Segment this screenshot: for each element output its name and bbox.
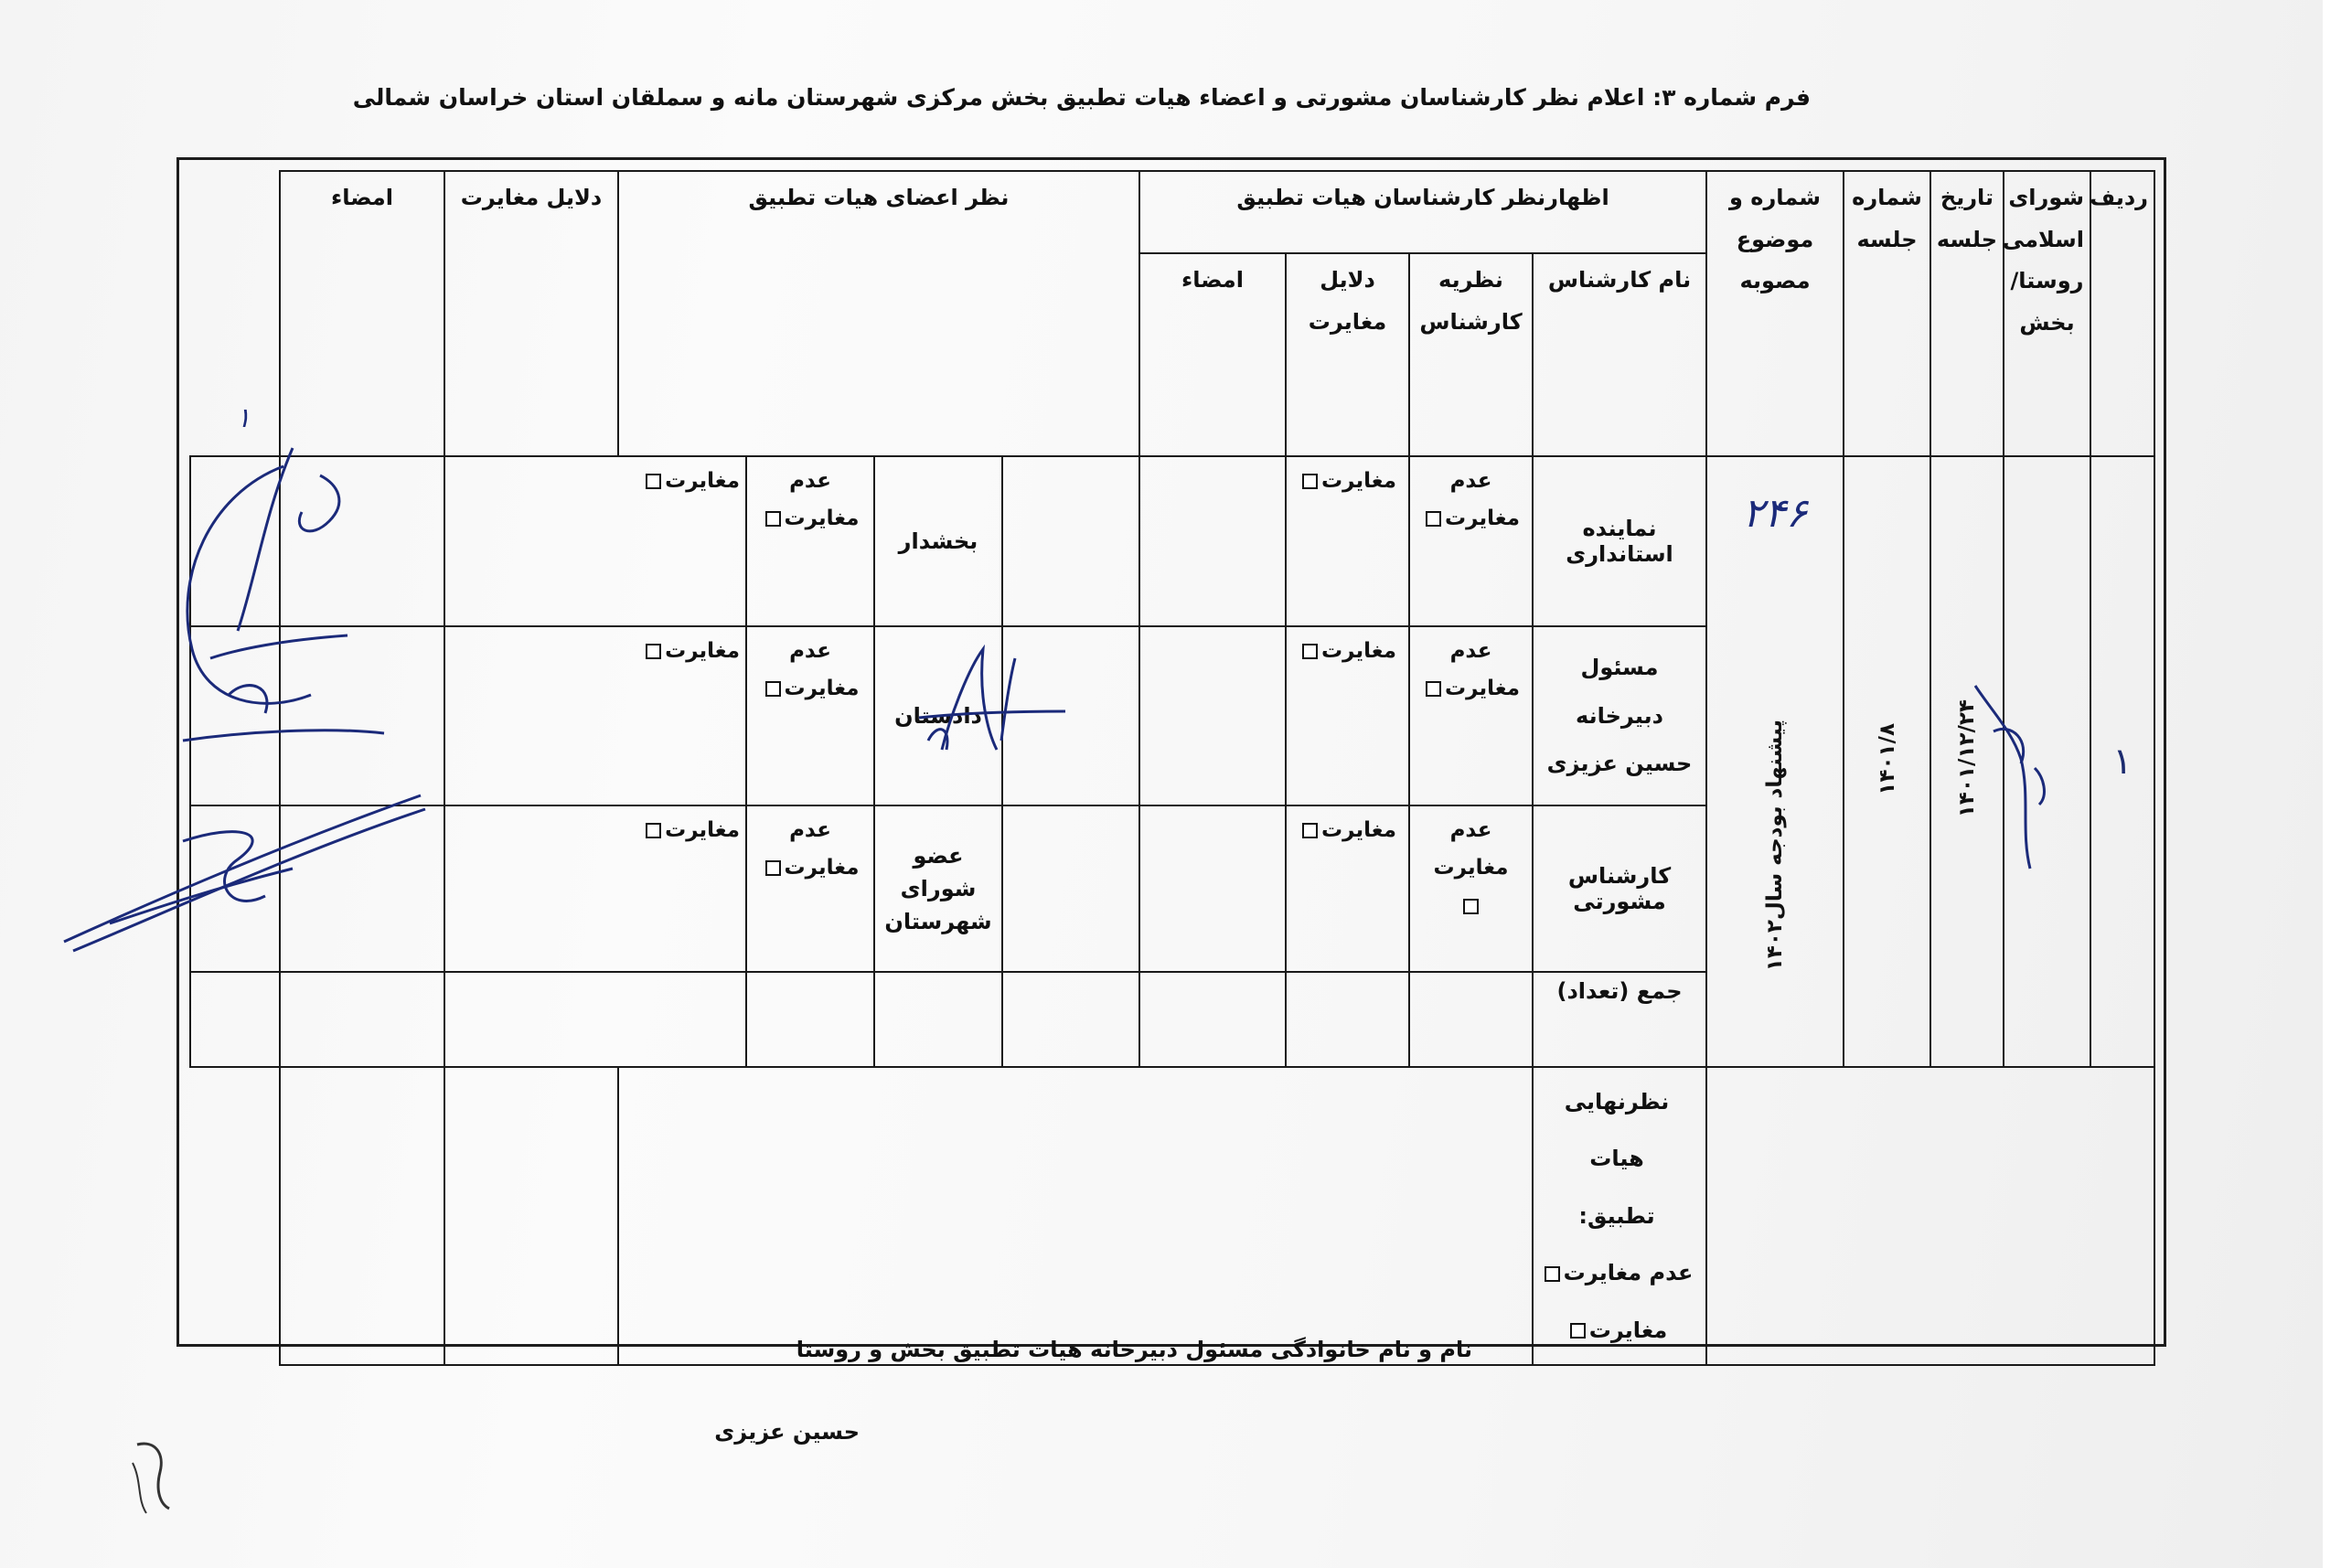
final-body-cell bbox=[618, 1067, 1533, 1365]
form-title: فرم شماره ۳: اعلام نظر کارشناسان مشورتی و اعضاء هیات تطبیق بخش مرکزی شهرستان مانه و سملقان استان خراسان شمالی bbox=[352, 84, 1811, 111]
evaluation-table bbox=[189, 170, 2155, 1366]
expert-discrepancy-option[interactable]: مغایرت bbox=[1286, 626, 1409, 805]
radif-value: ۱ bbox=[2112, 741, 2133, 783]
member-signature-cell bbox=[190, 626, 280, 805]
expert-no-discrepancy-option[interactable]: عدم مغایرت bbox=[1409, 626, 1533, 805]
header-members-group: نظر اعضای هیات تطبیق bbox=[618, 171, 1139, 456]
expert-name-cell bbox=[1533, 805, 1706, 972]
final-option-no-discrepancy[interactable]: عدم مغایرت bbox=[1541, 1260, 1694, 1285]
member-name: عضو شورای شهرستان bbox=[884, 843, 992, 934]
page-edge bbox=[2323, 0, 2341, 1568]
final-reasons-cell bbox=[444, 1067, 618, 1365]
member-name-cell bbox=[874, 805, 1002, 972]
member-reasons-cell bbox=[280, 456, 444, 626]
expert-name: کارشناس مشورتی bbox=[1567, 863, 1672, 914]
total-cell bbox=[190, 972, 280, 1067]
checkbox-icon[interactable] bbox=[1463, 899, 1479, 914]
corner-mark: ۱ bbox=[236, 402, 251, 434]
total-label: جمع (تعداد) bbox=[1556, 978, 1683, 1004]
checkbox-icon[interactable] bbox=[1302, 474, 1318, 489]
final-signature-cell bbox=[280, 1067, 444, 1365]
expert-discrepancy-option[interactable]: مغایرت bbox=[1286, 456, 1409, 626]
header-session-number: شماره جلسه bbox=[1844, 171, 1930, 456]
expert-signature-cell bbox=[1002, 805, 1139, 972]
expert-person-name: حسین عزیزی bbox=[1546, 751, 1693, 777]
expert-name-cell bbox=[1533, 626, 1706, 805]
final-option-discrepancy[interactable]: مغایرت bbox=[1566, 1317, 1667, 1343]
final-opinion-row bbox=[190, 1067, 2154, 1365]
total-cell bbox=[1286, 972, 1409, 1067]
expert-signature-cell bbox=[1002, 456, 1139, 626]
total-cell bbox=[280, 972, 444, 1067]
total-cell bbox=[874, 972, 1002, 1067]
total-cell bbox=[746, 972, 874, 1067]
cell-radif bbox=[2090, 456, 2154, 1067]
member-signature-cell bbox=[190, 805, 280, 972]
checkbox-icon[interactable] bbox=[1302, 823, 1318, 838]
expert-name-cell bbox=[1533, 456, 1706, 626]
resolution-subject: پیشنهاد بودجه سال۱۴۰۲ bbox=[1763, 720, 1787, 972]
cell-session-date bbox=[1930, 456, 2004, 1067]
checkbox-icon[interactable] bbox=[1545, 1266, 1560, 1282]
expert-no-discrepancy-option[interactable]: عدم مغایرت bbox=[1409, 456, 1533, 626]
expert-reasons-cell bbox=[1139, 456, 1286, 626]
checkbox-icon[interactable] bbox=[765, 860, 781, 876]
header-expert-signature: امضاء bbox=[1139, 253, 1286, 456]
checkbox-icon[interactable] bbox=[1302, 644, 1318, 659]
checkbox-icon[interactable] bbox=[646, 474, 661, 489]
member-name-cell bbox=[874, 456, 1002, 626]
total-label-cell bbox=[1533, 972, 1706, 1067]
secretary-name: حسین عزیزی bbox=[714, 1419, 860, 1445]
checkbox-icon[interactable] bbox=[765, 511, 781, 527]
checkbox-icon[interactable] bbox=[1426, 511, 1441, 527]
member-discrepancy-option[interactable]: مغایرت bbox=[444, 456, 746, 626]
header-council: شورای اسلامی روستا/ بخش bbox=[2004, 171, 2090, 456]
secretary-label: نام و نام خانوادگی مسئول دبیرخانه هیات تطبیق بخش و روستا bbox=[796, 1337, 1472, 1362]
checkbox-icon[interactable] bbox=[1426, 681, 1441, 697]
member-no-discrepancy-option[interactable]: عدم مغایرت bbox=[746, 805, 874, 972]
header-session-date: تاریخ جلسه bbox=[1930, 171, 2004, 456]
total-cell bbox=[444, 972, 746, 1067]
total-cell bbox=[1409, 972, 1533, 1067]
header-members-signature: امضاء bbox=[280, 171, 444, 456]
member-no-discrepancy-option[interactable]: عدم مغایرت bbox=[746, 626, 874, 805]
cell-council bbox=[2004, 456, 2090, 1067]
member-name: دادستان bbox=[894, 703, 982, 729]
final-opinion-label-2: تطبیق: bbox=[1578, 1202, 1655, 1229]
checkbox-icon[interactable] bbox=[765, 681, 781, 697]
member-reasons-cell bbox=[280, 805, 444, 972]
total-cell bbox=[1002, 972, 1139, 1067]
cell-resolution bbox=[1706, 456, 1844, 1067]
final-opinion-cell bbox=[1533, 1067, 1706, 1365]
member-signature-cell bbox=[190, 456, 280, 626]
final-opinion-label: نظرنهایی هیات bbox=[1564, 1089, 1670, 1172]
checkbox-icon[interactable] bbox=[646, 644, 661, 659]
resolution-number: ۲۴۶ bbox=[1742, 490, 1808, 537]
session-date-value: ۱۴۰۱/۱۲/۲۴ bbox=[1955, 699, 1979, 818]
header-members-reasons: دلایل مغایرت bbox=[444, 171, 618, 456]
header-expert-name: نام کارشناس bbox=[1533, 253, 1706, 456]
header-expert-reasons: دلایل مغایرت bbox=[1286, 253, 1409, 456]
member-reasons-cell bbox=[280, 626, 444, 805]
checkbox-icon[interactable] bbox=[646, 823, 661, 838]
header-experts-group: اظهارنظر کارشناسان هیات تطبیق bbox=[1139, 171, 1706, 253]
member-name-cell bbox=[874, 626, 1002, 805]
expert-no-discrepancy-option[interactable]: عدم مغایرت bbox=[1409, 805, 1533, 972]
session-number-value: ۱۴۰۱/۸ bbox=[1875, 722, 1899, 795]
expert-name: نماینده استانداری bbox=[1566, 516, 1673, 567]
header-radif: ردیف bbox=[2090, 171, 2154, 456]
expert-reasons-cell bbox=[1139, 805, 1286, 972]
member-no-discrepancy-option[interactable]: عدم مغایرت bbox=[746, 456, 874, 626]
member-discrepancy-option[interactable]: مغایرت bbox=[444, 626, 746, 805]
expert-signature-cell bbox=[1002, 626, 1139, 805]
cell-session-number bbox=[1844, 456, 1930, 1067]
table-row bbox=[190, 456, 2154, 626]
final-empty-cell bbox=[1706, 1067, 2154, 1365]
header-resolution: شماره و موضوع مصوبه bbox=[1706, 171, 1844, 456]
member-name: بخشدار bbox=[898, 528, 978, 554]
expert-discrepancy-option[interactable]: مغایرت bbox=[1286, 805, 1409, 972]
expert-reasons-cell bbox=[1139, 626, 1286, 805]
total-cell bbox=[1139, 972, 1286, 1067]
checkbox-icon[interactable] bbox=[1570, 1323, 1586, 1339]
expert-name: مسئول دبیرخانه bbox=[1576, 654, 1663, 729]
header-expert-opinion: نظریه کارشناس bbox=[1409, 253, 1533, 456]
member-discrepancy-option[interactable]: مغایرت bbox=[444, 805, 746, 972]
